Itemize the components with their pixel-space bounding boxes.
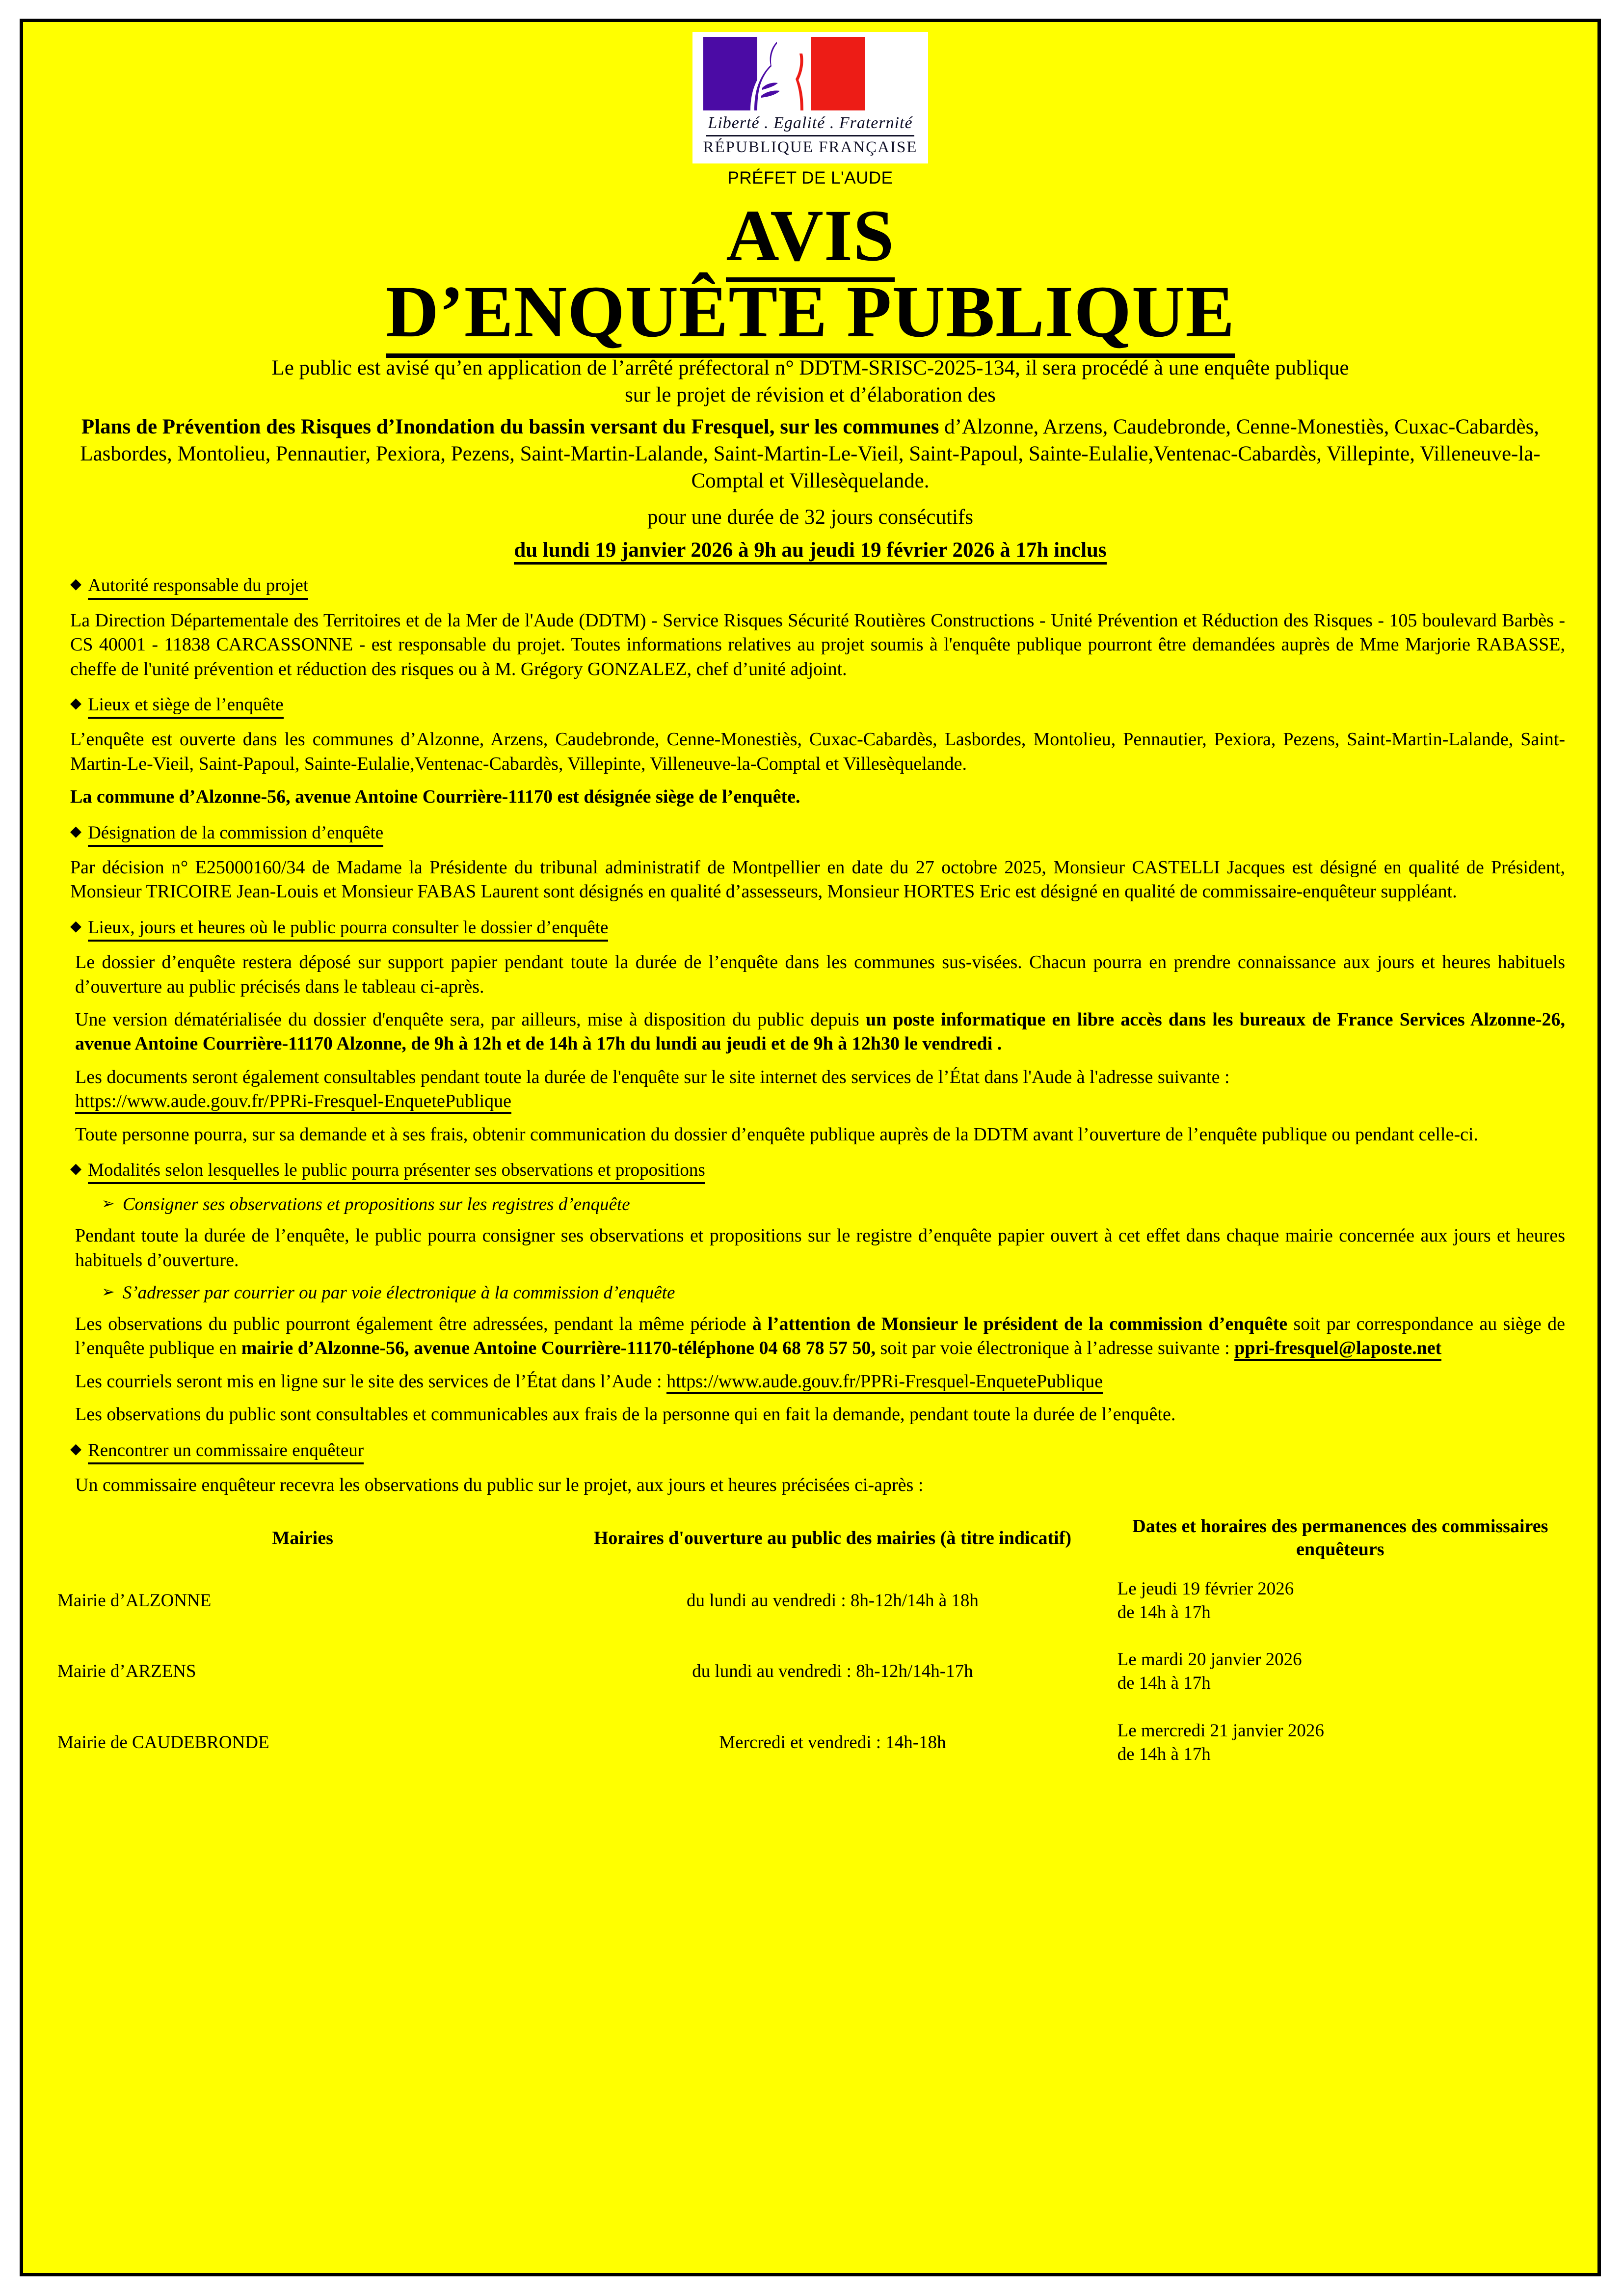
diamond-bullet-icon: ◆ bbox=[70, 695, 82, 712]
cell-horaires: du lundi au vendredi : 8h-12h/14h-17h bbox=[692, 1661, 973, 1682]
intro-line-1: Le public est avisé qu’en application de l’arrêté préfectoral n° DDTM-SRISC-2025-134, il sera procédé à une enquête publique bbox=[271, 356, 1349, 380]
arrow-bullet-icon: ➢ bbox=[102, 1283, 115, 1301]
cell-permanence bbox=[1113, 1636, 1568, 1707]
section-body-autorite: La Direction Départementale des Territoires et de la Mer de l'Aude (DDTM) - Service Risques Sécurité Routières Constructions - Unité Prévention et Réduction des Risques - 105 boulevard Barbès - CS 40001 - 11838 CARCASSONNE - est responsable du projet. Toutes informations relatives au projet soumis à l'enquête publique pourront être demandées auprès de Mme Marjorie RABASSE, cheffe de l'unité prévention et réduction des risques ou à M. Grégory GONZALEZ, chef d’unité adjoint. bbox=[70, 610, 1565, 679]
consultation-paragraph-1: Le dossier d’enquête restera déposé sur support papier pendant toute la durée de l’enquête dans les communes sus-visées. Chacun pourra en prendre connaissance aux jours et heures habituels d’ouverture au public précisés dans le tableau ci-après. bbox=[75, 952, 1565, 997]
permanences-table bbox=[53, 1511, 1568, 1778]
section-title-commission: Désignation de la commission d’enquête bbox=[88, 822, 383, 847]
section-heading-consultation bbox=[70, 917, 1568, 942]
avis-poster bbox=[20, 19, 1601, 2276]
section-title-rencontrer: Rencontrer un commissaire enquêteur bbox=[88, 1440, 364, 1464]
permanence-heure: de 14h à 17h bbox=[1117, 1602, 1211, 1623]
consultation-p2-lead: Une version dématérialisée du dossier d'enquête sera, par ailleurs, mise à disposition du public depuis bbox=[75, 1009, 866, 1030]
column-header-permanences: Dates et horaires des permanences des commissaires enquêteurs bbox=[1132, 1516, 1548, 1560]
prefecture-label: PRÉFET DE L'AUDE bbox=[727, 168, 893, 188]
courrier-bold-mairie: mairie d’Alzonne-56, avenue Antoine Courrière-11170-téléphone 04 68 78 57 50, bbox=[241, 1338, 876, 1359]
courriels-online-paragraph bbox=[75, 1370, 1568, 1394]
cell-permanence bbox=[1113, 1566, 1568, 1636]
intro-project-bold: Plans de Prévention des Risques d’Inondation du bassin versant du Fresquel, sur les communes bbox=[81, 415, 939, 439]
consultation-p3-lead: Les documents seront également consultables pendant toute la durée de l'enquête sur le site internet des services de l’État dans l'Aude à l'adresse suivante : bbox=[75, 1066, 1230, 1087]
courrier-tail: soit par voie électronique à l’adresse suivante : bbox=[875, 1338, 1235, 1359]
section-heading-modalites bbox=[70, 1160, 1568, 1184]
diamond-bullet-icon: ◆ bbox=[70, 1440, 82, 1457]
subsection-body-courrier bbox=[75, 1312, 1568, 1361]
section-siege-statement: La commune d’Alzonne-56, avenue Antoine Courrière-11170 est désignée siège de l’enquête. bbox=[70, 786, 800, 808]
courrier-bold-attention: à l’attention de Monsieur le président de la commission d’enquête bbox=[752, 1314, 1288, 1335]
subsection-body-registres: Pendant toute la durée de l’enquête, le public pourra consigner ses observations et propositions sur le registre d’enquête papier ouvert à cet effet dans chaque mairie concernée aux jours et heures habituels d’ouverture. bbox=[75, 1225, 1565, 1270]
permanence-date: Le jeudi 19 février 2026 bbox=[1117, 1579, 1294, 1599]
consultation-paragraph-2 bbox=[75, 1008, 1568, 1056]
intro-project-line bbox=[53, 413, 1568, 494]
page-title-avis: AVIS bbox=[53, 199, 1568, 272]
republique-francaise-logo bbox=[692, 32, 929, 163]
column-header-horaires: Horaires d'ouverture au public des mairies (à titre indicatif) bbox=[593, 1527, 1071, 1548]
logo-republic-label: RÉPUBLIQUE FRANÇAISE bbox=[703, 138, 918, 156]
section-heading-rencontrer bbox=[70, 1440, 1568, 1464]
cell-mairie: Mairie de CAUDEBRONDE bbox=[57, 1732, 269, 1753]
section-heading-lieux-siege bbox=[70, 694, 1568, 719]
section-heading-commission bbox=[70, 822, 1568, 847]
diamond-bullet-icon: ◆ bbox=[70, 576, 82, 593]
consultation-paragraph-3 bbox=[75, 1065, 1568, 1114]
table-row bbox=[53, 1636, 1568, 1707]
cell-mairie: Mairie d’ARZENS bbox=[57, 1661, 196, 1682]
observations-consultables-paragraph: Les observations du public sont consultables et communicables aux frais de la personne qui en fait la demande, pendant toute la durée de l’enquête. bbox=[75, 1404, 1176, 1425]
website-link[interactable]: https://www.aude.gouv.fr/PPRi-Fresquel-EnquetePublique bbox=[75, 1091, 511, 1114]
subsection-heading-courrier bbox=[102, 1282, 1568, 1303]
cell-horaires: du lundi au vendredi : 8h-12h/14h à 18h bbox=[686, 1591, 979, 1611]
page-title-enquete-publique: D’ENQUÊTE PUBLIQUE bbox=[53, 274, 1568, 350]
permanence-date: Le mardi 20 janvier 2026 bbox=[1117, 1649, 1302, 1670]
permanence-heure: de 14h à 17h bbox=[1117, 1673, 1211, 1694]
table-header-row bbox=[53, 1511, 1568, 1566]
website-link-secondary[interactable]: https://www.aude.gouv.fr/PPRi-Fresquel-EnquetePublique bbox=[666, 1371, 1103, 1394]
logo-divider bbox=[706, 135, 915, 136]
table-row bbox=[53, 1707, 1568, 1778]
logo-motto: Liberté . Egalité . Fraternité bbox=[708, 114, 913, 132]
cell-mairie: Mairie d’ALZONNE bbox=[57, 1591, 212, 1611]
column-header-mairies: Mairies bbox=[272, 1527, 333, 1548]
consultation-p2-bold: un poste informatique en libre accès dans les bureaux de France Services Alzonne-26, avenue Antoine Courrière-11170 Alzonne, de 9h à 12h et de 14h à 17h du lundi au jeudi et de 9h à 12h30 le vendredi . bbox=[75, 1009, 1565, 1054]
section-body-lieux-siege: L’enquête est ouverte dans les communes d’Alzonne, Arzens, Caudebronde, Cenne-Monestiès, Cuxac-Cabardès, Lasbordes, Montolieu, Pennautier, Pexiora, Pezens, Saint-Martin-Lalande, Saint-Martin-Le-Vieil, Saint-Papoul, Sainte-Eulalie,Ventenac-Cabardès, Villepinte, Villeneuve-la-Comptal et Villesèquelande. bbox=[70, 729, 1565, 774]
intro-line-2: sur le projet de révision et d’élaboration des bbox=[625, 383, 996, 407]
section-title-autorite: Autorité responsable du projet bbox=[88, 575, 308, 599]
document-header bbox=[53, 22, 1568, 188]
intro-block bbox=[53, 354, 1568, 494]
cell-horaires: Mercredi et vendredi : 14h-18h bbox=[719, 1732, 946, 1753]
diamond-bullet-icon: ◆ bbox=[70, 823, 82, 839]
section-body-commission: Par décision n° E25000160/34 de Madame la Présidente du tribunal administratif de Montpellier en date du 27 octobre 2025, Monsieur CASTELLI Jacques est désigné en qualité de Président, Monsieur TRICOIRE Jean-Louis et Monsieur FABAS Laurent sont désignés en qualité d’assesseurs, Monsieur HORTES Eric est désigné en qualité de commissaire-enquêteur suppléant. bbox=[70, 857, 1565, 902]
permanence-date: Le mercredi 21 janvier 2026 bbox=[1117, 1720, 1324, 1741]
section-heading-autorite bbox=[70, 575, 1568, 599]
subsection-heading-registres bbox=[102, 1194, 1568, 1215]
courriels-lead: Les courriels seront mis en ligne sur le site des services de l’État dans l’Aude : bbox=[75, 1371, 667, 1392]
email-link[interactable]: ppri-fresquel@laposte.net bbox=[1234, 1338, 1441, 1361]
diamond-bullet-icon: ◆ bbox=[70, 918, 82, 934]
marianne-flag-icon bbox=[703, 37, 865, 110]
arrow-bullet-icon: ➢ bbox=[102, 1194, 115, 1213]
table-row bbox=[53, 1566, 1568, 1636]
duration-line: pour une durée de 32 jours consécutifs bbox=[647, 506, 973, 529]
courrier-mid: soit par correspondance au siège de l’enquête publique en bbox=[75, 1314, 1565, 1359]
subsection-title-registres: Consigner ses observations et propositions sur les registres d’enquête bbox=[122, 1194, 630, 1215]
consultation-paragraph-4: Toute personne pourra, sur sa demande et à ses frais, obtenir communication du dossier d’enquête publique auprès de la DDTM avant l’ouverture de l’enquête publique ou pendant celle-ci. bbox=[75, 1124, 1479, 1145]
section-title-modalites: Modalités selon lesquelles le public pourra présenter ses observations et propositions bbox=[88, 1160, 705, 1184]
courrier-lead: Les observations du public pourront également être adressées, pendant la même période bbox=[75, 1314, 752, 1335]
dates-line: du lundi 19 janvier 2026 à 9h au jeudi 19 février 2026 à 17h inclus bbox=[53, 538, 1568, 562]
section-title-lieux-siege: Lieux et siège de l’enquête bbox=[88, 694, 284, 719]
subsection-title-courrier: S’adresser par courrier ou par voie électronique à la commission d’enquête bbox=[122, 1283, 675, 1303]
diamond-bullet-icon: ◆ bbox=[70, 1160, 82, 1177]
cell-permanence bbox=[1113, 1707, 1568, 1778]
section-body-rencontrer: Un commissaire enquêteur recevra les observations du public sur le projet, aux jours et heures précisées ci-après : bbox=[75, 1475, 924, 1496]
permanence-heure: de 14h à 17h bbox=[1117, 1744, 1211, 1764]
intro-communes: d’Alzonne, Arzens, Caudebronde, Cenne-Monestiès, Cuxac-Cabardès, Lasbordes, Montolieu, Pennautier, Pexiora, Pezens, Saint-Martin-Lalande, Saint-Martin-Le-Vieil, Saint-Papoul, Sainte-Eulalie,Ventenac-Cabardès, Villepinte, Villeneuve-la-Comptal et Villesèquelande. bbox=[80, 415, 1541, 493]
section-title-consultation: Lieux, jours et heures où le public pourra consulter le dossier d’enquête bbox=[88, 917, 608, 942]
